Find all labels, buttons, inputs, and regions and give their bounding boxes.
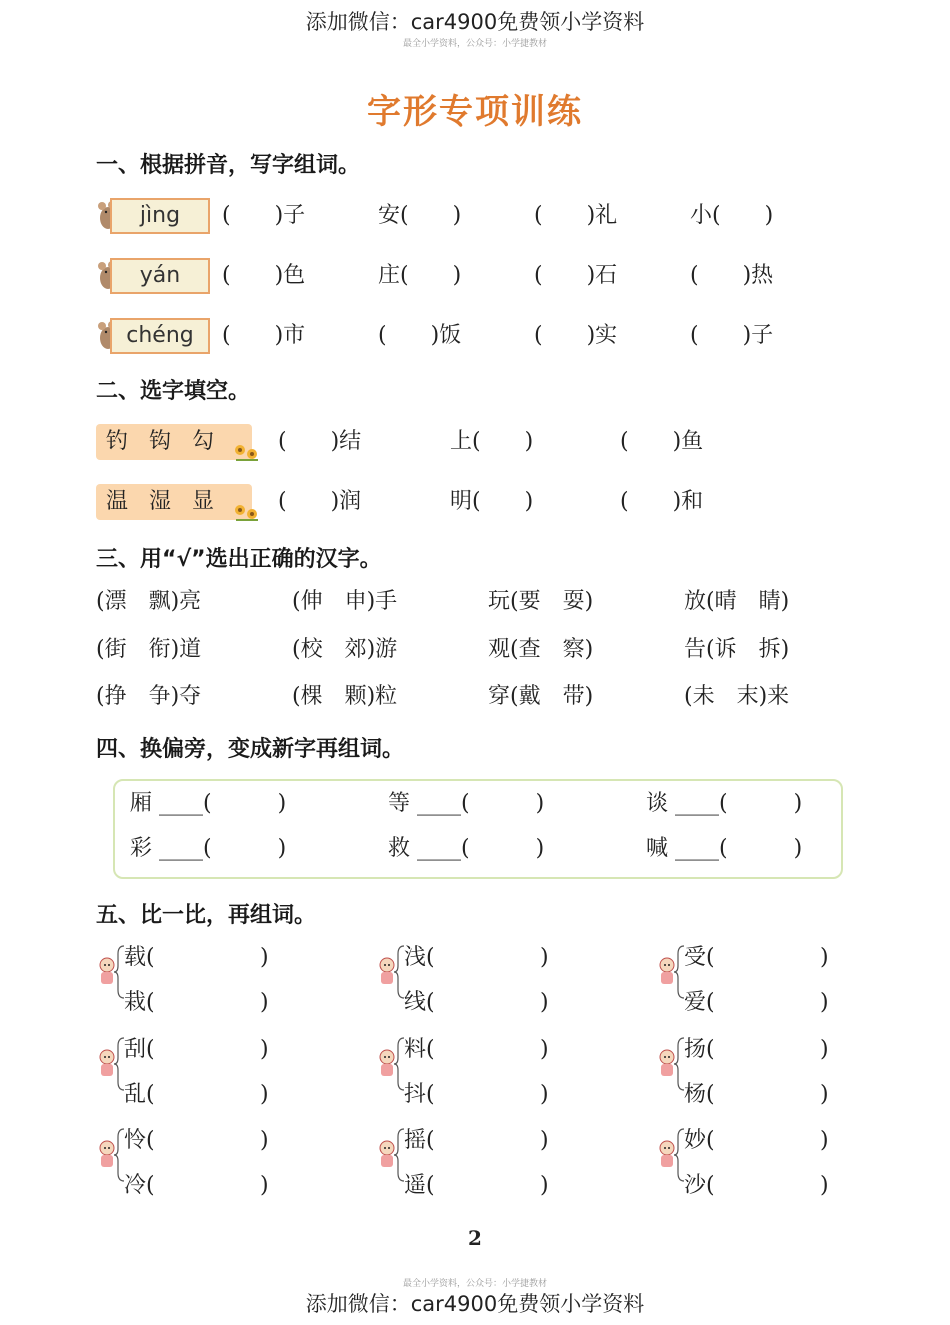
compare-item[interactable]: 爱(: [684, 990, 715, 1015]
section4-row: [0, 829, 950, 869]
page-number: 2: [468, 1226, 482, 1250]
section2-row: [0, 422, 950, 462]
choice-item[interactable]: 观(查 察): [488, 637, 594, 662]
blank-item[interactable]: 明( ): [450, 489, 534, 514]
blank-item[interactable]: ( )色: [222, 263, 306, 288]
blank-item[interactable]: ( )市: [222, 323, 306, 348]
radical-item[interactable]: 等 ____( ): [388, 791, 545, 816]
section3-heading: 三、用“√”选出正确的汉字。: [96, 547, 382, 572]
close-paren: ): [260, 1173, 269, 1198]
section2-heading: 二、选字填空。: [96, 379, 251, 404]
close-paren: ): [540, 990, 549, 1015]
blank-item[interactable]: ( )实: [534, 323, 618, 348]
radical-item[interactable]: 彩 ____( ): [130, 836, 287, 861]
blank-item[interactable]: ( )饭: [378, 323, 462, 348]
flower-icon: [232, 500, 262, 522]
choice-item[interactable]: (街 衔)道: [96, 637, 202, 662]
page-title: 字形专项训练: [367, 92, 583, 132]
compare-item[interactable]: 怜(: [124, 1128, 155, 1153]
close-paren: ): [820, 990, 829, 1015]
compare-item[interactable]: 栽(: [124, 990, 155, 1015]
compare-item[interactable]: 载(: [124, 945, 155, 970]
section2-row: [0, 482, 950, 522]
section3-row: [0, 630, 950, 670]
choice-item[interactable]: (漂 飘)亮: [96, 589, 202, 614]
section4-row: [0, 784, 950, 824]
close-paren: ): [260, 1082, 269, 1107]
close-paren: ): [820, 945, 829, 970]
choice-item[interactable]: 玩(要 耍): [488, 589, 594, 614]
blank-item[interactable]: ( )礼: [534, 203, 618, 228]
section3-row: [0, 582, 950, 622]
pinyin-box: yán: [110, 258, 210, 294]
radical-item[interactable]: 救 ____( ): [388, 836, 545, 861]
radical-item[interactable]: 喊 ____( ): [646, 836, 803, 861]
blank-item[interactable]: ( )热: [690, 263, 774, 288]
radical-item[interactable]: 谈 ____( ): [646, 791, 803, 816]
close-paren: ): [260, 1037, 269, 1062]
compare-item[interactable]: 遥(: [404, 1173, 435, 1198]
close-paren: ): [540, 1082, 549, 1107]
blank-item[interactable]: ( )子: [690, 323, 774, 348]
blank-item[interactable]: ( )润: [278, 489, 362, 514]
choice-item[interactable]: 放(晴 睛): [684, 589, 790, 614]
close-paren: ): [820, 1173, 829, 1198]
close-paren: ): [540, 1037, 549, 1062]
choice-box: 钓 钩 勾: [96, 424, 252, 460]
choice-item[interactable]: 告(诉 拆): [684, 637, 790, 662]
compare-item[interactable]: 受(: [684, 945, 715, 970]
choice-item[interactable]: (未 末)来: [684, 684, 790, 709]
section1-row: [0, 256, 950, 296]
section1-row: [0, 316, 950, 356]
section1-row: [0, 196, 950, 236]
choice-item[interactable]: (棵 颗)粒: [292, 684, 398, 709]
blank-item[interactable]: 上( ): [450, 429, 534, 454]
banner-top-small: 最全小学资料，公众号：小学捷教材: [402, 39, 547, 49]
blank-item[interactable]: ( )鱼: [620, 429, 704, 454]
radical-item[interactable]: 厢 ____( ): [130, 791, 287, 816]
pinyin-box: jìng: [110, 198, 210, 234]
compare-item[interactable]: 线(: [404, 990, 435, 1015]
blank-item[interactable]: 安( ): [378, 203, 462, 228]
choice-item[interactable]: 穿(戴 带): [488, 684, 594, 709]
blank-item[interactable]: ( )子: [222, 203, 306, 228]
choice-item[interactable]: (挣 争)夺: [96, 684, 202, 709]
choice-item[interactable]: (校 郊)游: [292, 637, 398, 662]
close-paren: ): [260, 1128, 269, 1153]
choice-item[interactable]: (伸 申)手: [292, 589, 398, 614]
section5-heading: 五、比一比，再组词。: [96, 903, 317, 928]
section3-row: [0, 677, 950, 717]
blank-item[interactable]: ( )石: [534, 263, 618, 288]
close-paren: ): [820, 1128, 829, 1153]
blank-item[interactable]: ( )结: [278, 429, 362, 454]
compare-item[interactable]: 妙(: [684, 1128, 715, 1153]
close-paren: ): [260, 990, 269, 1015]
banner-bottom: 添加微信：car4900免费领小学资料: [305, 1292, 645, 1316]
compare-item[interactable]: 乱(: [124, 1082, 155, 1107]
banner-bottom-small: 最全小学资料，公众号：小学捷教材: [402, 1279, 547, 1289]
compare-item[interactable]: 抖(: [404, 1082, 435, 1107]
close-paren: ): [820, 1082, 829, 1107]
compare-item[interactable]: 扬(: [684, 1037, 715, 1062]
section4-heading: 四、换偏旁，变成新字再组词。: [96, 737, 405, 762]
close-paren: ): [540, 945, 549, 970]
flower-icon: [232, 440, 262, 462]
blank-item[interactable]: 小( ): [690, 203, 774, 228]
pinyin-box: chéng: [110, 318, 210, 354]
compare-item[interactable]: 冷(: [124, 1173, 155, 1198]
section1-heading: 一、根据拼音，写字组词。: [96, 153, 361, 178]
close-paren: ): [820, 1037, 829, 1062]
compare-item[interactable]: 料(: [404, 1037, 435, 1062]
compare-item[interactable]: 沙(: [684, 1173, 715, 1198]
compare-item[interactable]: 刮(: [124, 1037, 155, 1062]
compare-item[interactable]: 摇(: [404, 1128, 435, 1153]
compare-item[interactable]: 浅(: [404, 945, 435, 970]
blank-item[interactable]: 庄( ): [378, 263, 462, 288]
close-paren: ): [540, 1173, 549, 1198]
blank-item[interactable]: ( )和: [620, 489, 704, 514]
compare-item[interactable]: 杨(: [684, 1082, 715, 1107]
close-paren: ): [540, 1128, 549, 1153]
close-paren: ): [260, 945, 269, 970]
choice-box: 温 湿 显: [96, 484, 252, 520]
banner-top: 添加微信：car4900免费领小学资料: [305, 10, 645, 34]
